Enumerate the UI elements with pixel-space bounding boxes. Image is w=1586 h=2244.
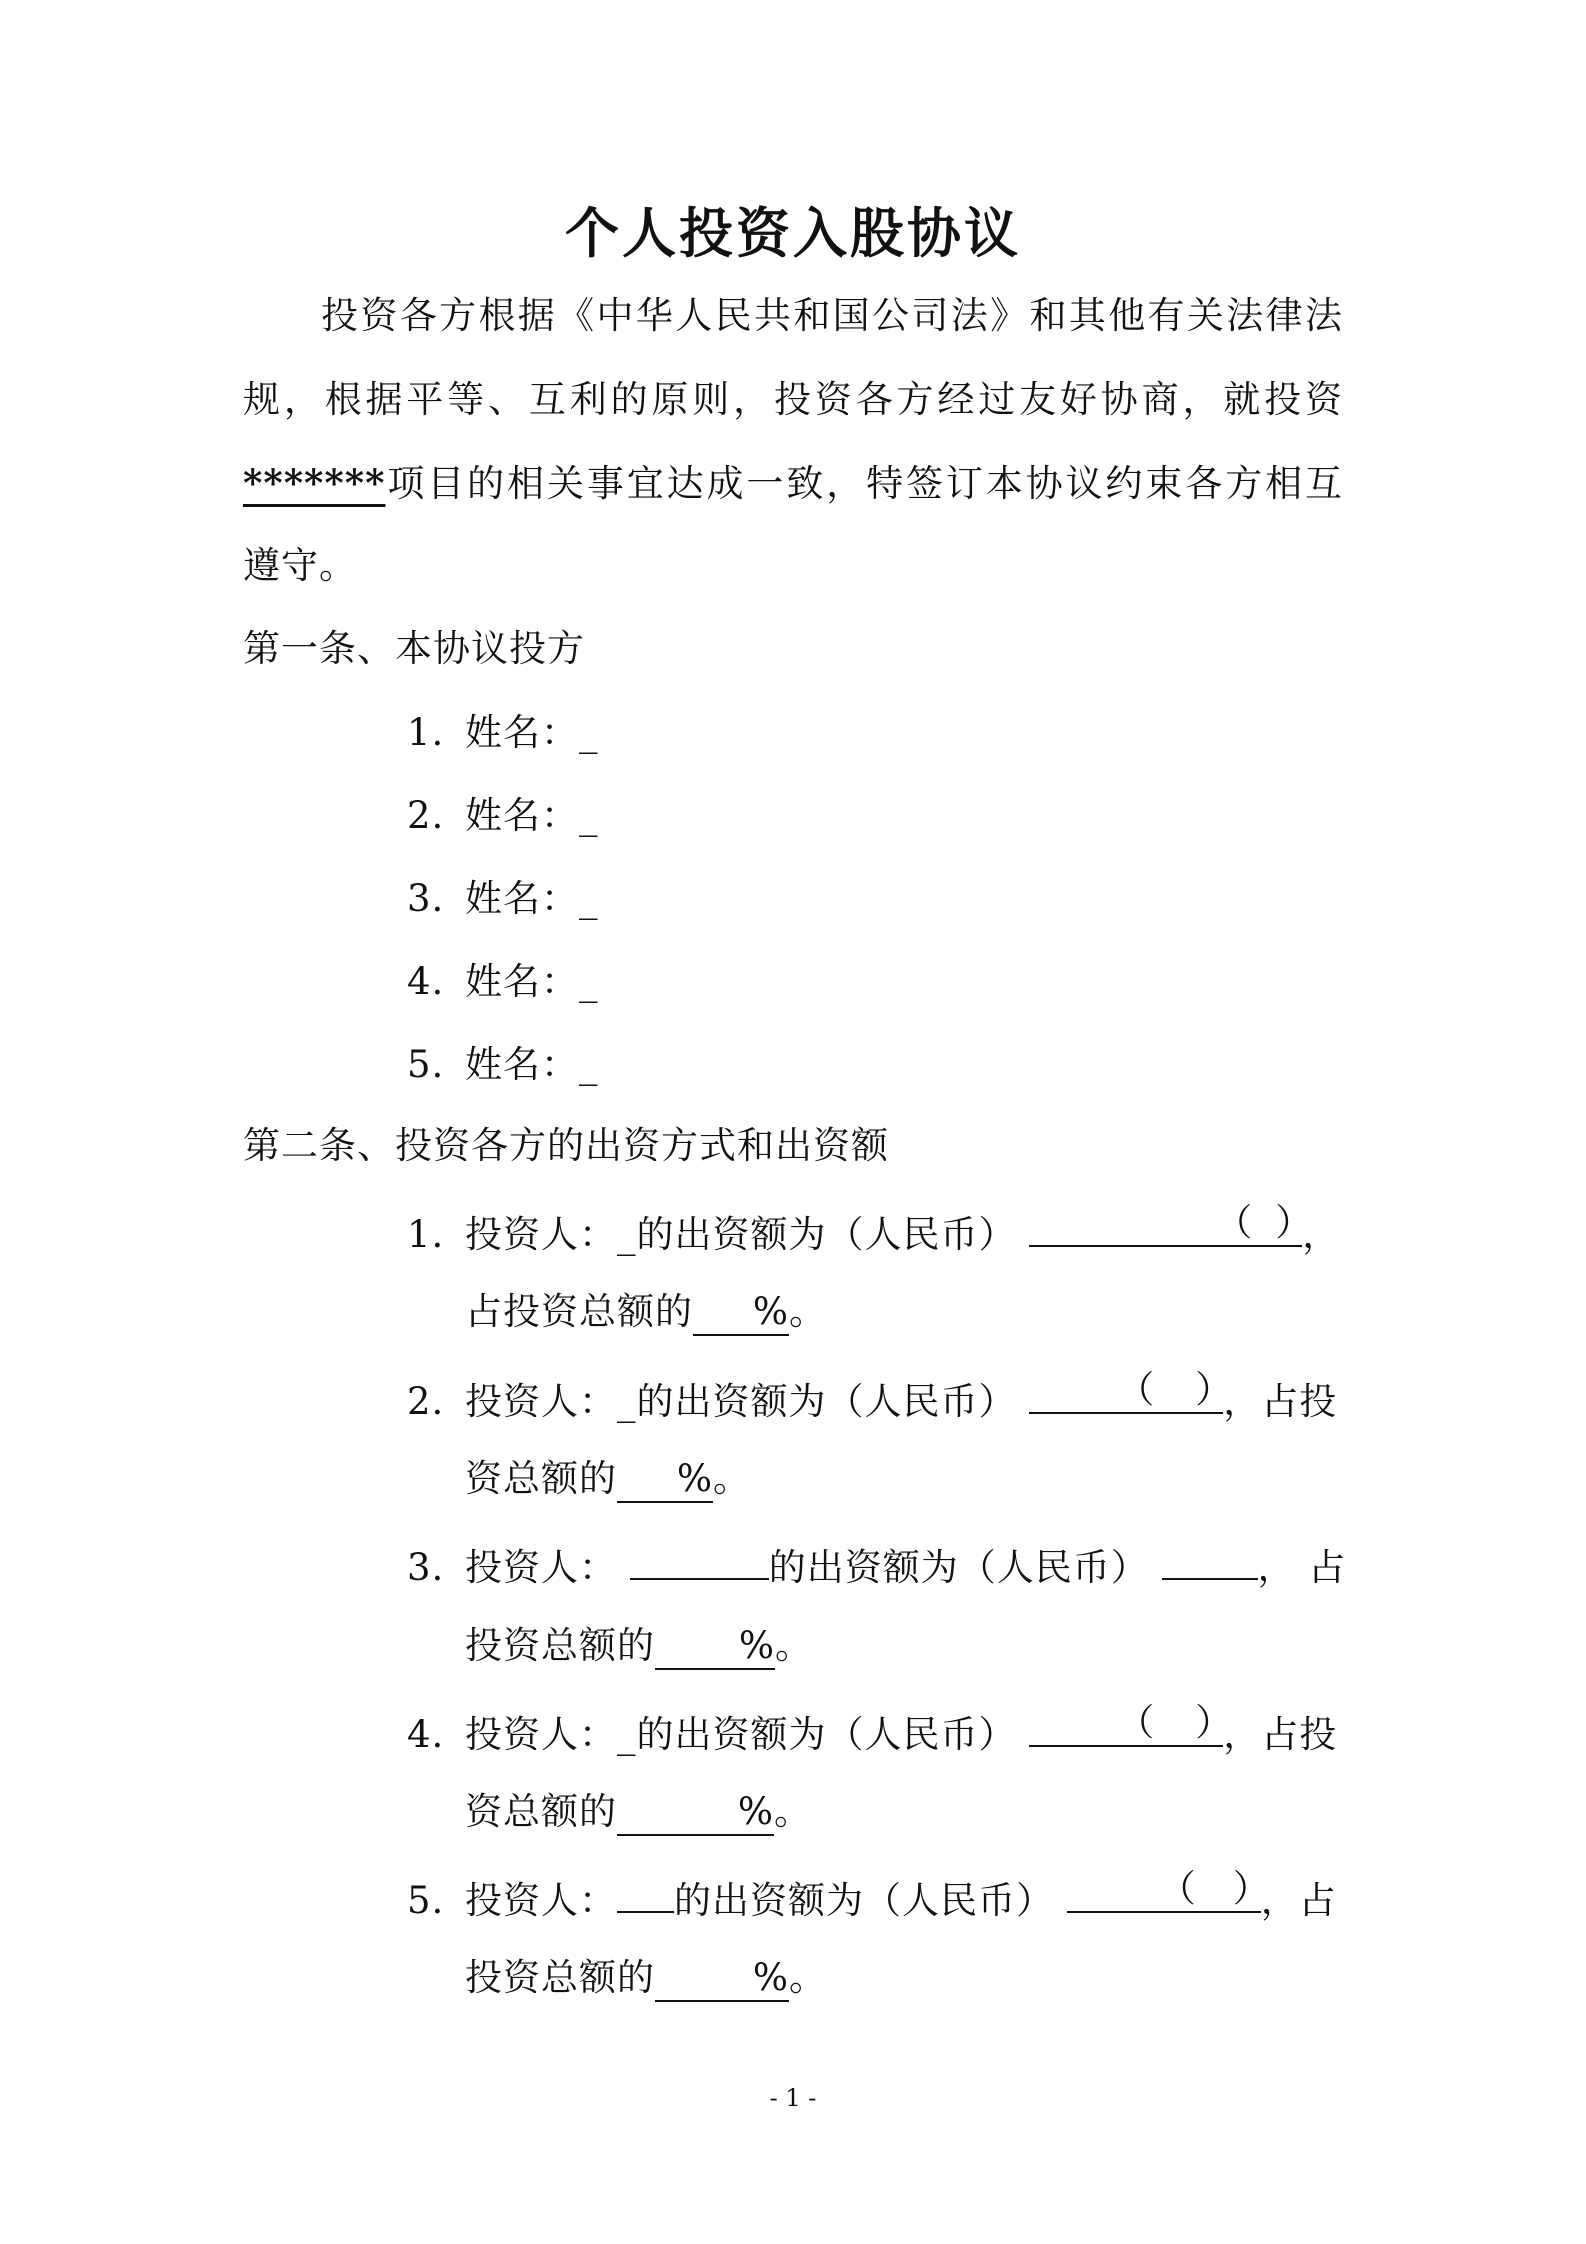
name-value[interactable]: _ (579, 794, 599, 837)
amount-text: 的出资额为（人民币） (636, 1213, 1017, 1256)
share-text: 占 (1308, 1546, 1347, 1589)
intro-line-1: 投资各方根据《中华人民共和国公司法》和其他有关法律法 (321, 294, 1343, 337)
section2-heading: 第二条、投资各方的出资方式和出资额 (243, 1124, 889, 1167)
share-text: 占 (1298, 1879, 1337, 1922)
item-number: 5. (407, 1043, 445, 1086)
percent-sign: % (752, 1956, 789, 1999)
share-blank[interactable] (655, 1624, 775, 1670)
percent-sign: % (752, 1290, 789, 1333)
name-item-1 (407, 705, 599, 761)
investor-item-4-share (465, 1784, 812, 1840)
investor-name[interactable]: _ (617, 1213, 637, 1256)
investor-label: 投资人： (465, 1546, 617, 1589)
name-label: 姓名： (465, 877, 579, 920)
name-item-5 (407, 1037, 599, 1093)
comma: ， (1302, 1213, 1341, 1256)
name-item-3 (407, 871, 599, 927)
paren-open: （ (1215, 1201, 1254, 1244)
comma: ， (1257, 1546, 1296, 1589)
share-text: 占投资总额的 (465, 1290, 693, 1333)
paren-open: （ (1158, 1867, 1197, 1910)
name-label: 姓名： (465, 1043, 579, 1086)
percent-sign: % (737, 1790, 774, 1833)
intro-line-3 (243, 455, 1343, 511)
share-text: 投资总额的 (465, 1624, 655, 1667)
investor-name[interactable]: _ (617, 1713, 637, 1756)
paren-open: （ (1117, 1701, 1156, 1744)
project-placeholder: ******* (243, 461, 386, 505)
period: 。 (789, 1956, 827, 1999)
amount-blank[interactable] (1029, 1368, 1234, 1414)
investor-name-blank[interactable] (617, 1867, 674, 1913)
period: 。 (713, 1457, 751, 1500)
item-number: 1. (407, 1213, 445, 1256)
share-blank[interactable] (617, 1457, 713, 1503)
item-number: 4. (407, 960, 445, 1003)
item-number: 3. (407, 1546, 445, 1589)
section1-heading: 第一条、本协议投方 (243, 627, 585, 670)
share-blank[interactable] (617, 1790, 774, 1836)
intro-line-3-text: 项目的相关事宜达成一致，特签订本协议约束各方相互 (385, 462, 1343, 505)
page-number: - 1 - (769, 2084, 817, 2112)
intro-line-2: 规，根据平等、互利的原则，投资各方经过友好协商，就投资 (243, 378, 1343, 421)
period: 。 (775, 1624, 813, 1667)
document-title: 个人投资入股协议 (565, 201, 1021, 265)
name-label: 姓名： (465, 960, 579, 1003)
period: 。 (774, 1790, 812, 1833)
item-number: 3. (407, 877, 445, 920)
investor-label: 投资人： (465, 1380, 617, 1423)
name-item-4 (407, 954, 599, 1010)
comma: ， (1260, 1879, 1299, 1922)
paren-close: ） (1232, 1867, 1271, 1910)
investor-label: 投资人： (465, 1713, 617, 1756)
intro-line-4: 遵守。 (243, 544, 357, 587)
amount-blank[interactable] (1162, 1534, 1258, 1580)
item-number: 1. (407, 711, 445, 754)
share-text: 资总额的 (465, 1457, 617, 1500)
share-text: 占投 (1261, 1713, 1338, 1756)
investor-item-3-share (465, 1618, 813, 1674)
investor-item-2-share (465, 1451, 751, 1507)
paren-close: ） (1275, 1201, 1314, 1244)
investor-label: 投资人： (465, 1879, 617, 1922)
item-number: 4. (407, 1713, 445, 1756)
comma: ， (1223, 1713, 1262, 1756)
share-blank[interactable] (655, 1956, 789, 2002)
percent-sign: % (676, 1457, 713, 1500)
amount-text: 的出资额为（人民币） (636, 1380, 1017, 1423)
name-label: 姓名： (465, 711, 579, 754)
share-text: 资总额的 (465, 1790, 617, 1833)
amount-text: 的出资额为（人民币） (674, 1879, 1054, 1922)
name-value[interactable]: _ (579, 1043, 599, 1086)
investor-item-2 (407, 1368, 1337, 1424)
name-item-2 (407, 788, 599, 844)
item-number: 5. (407, 1879, 445, 1922)
investor-label: 投资人： (465, 1213, 617, 1256)
name-value[interactable]: _ (579, 711, 599, 754)
name-label: 姓名： (465, 794, 579, 837)
investor-item-5 (407, 1867, 1337, 1923)
investor-item-3 (407, 1534, 1346, 1590)
period: 。 (789, 1290, 827, 1333)
amount-text: 的出资额为（人民币） (636, 1713, 1017, 1756)
name-value[interactable]: _ (579, 960, 599, 1003)
amount-blank[interactable] (1029, 1701, 1234, 1747)
investor-item-4 (407, 1701, 1337, 1757)
item-number: 2. (407, 794, 445, 837)
amount-text: 的出资额为（人民币） (768, 1546, 1149, 1589)
comma: ， (1223, 1380, 1262, 1423)
percent-sign: % (738, 1624, 775, 1667)
share-blank[interactable] (693, 1290, 789, 1336)
item-number: 2. (407, 1380, 445, 1423)
paren-open: （ (1117, 1368, 1156, 1411)
share-text: 投资总额的 (465, 1956, 655, 1999)
investor-name-blank[interactable] (630, 1534, 769, 1580)
investor-item-1-share (465, 1284, 827, 1340)
paren-close: ） (1195, 1368, 1234, 1411)
amount-blank[interactable] (1067, 1867, 1271, 1913)
share-text: 占投 (1261, 1380, 1338, 1423)
paren-close: ） (1195, 1701, 1234, 1744)
investor-item-1 (407, 1201, 1340, 1257)
investor-item-5-share (465, 1950, 827, 2006)
name-value[interactable]: _ (579, 877, 599, 920)
investor-name[interactable]: _ (617, 1380, 637, 1423)
amount-blank[interactable] (1029, 1201, 1314, 1247)
